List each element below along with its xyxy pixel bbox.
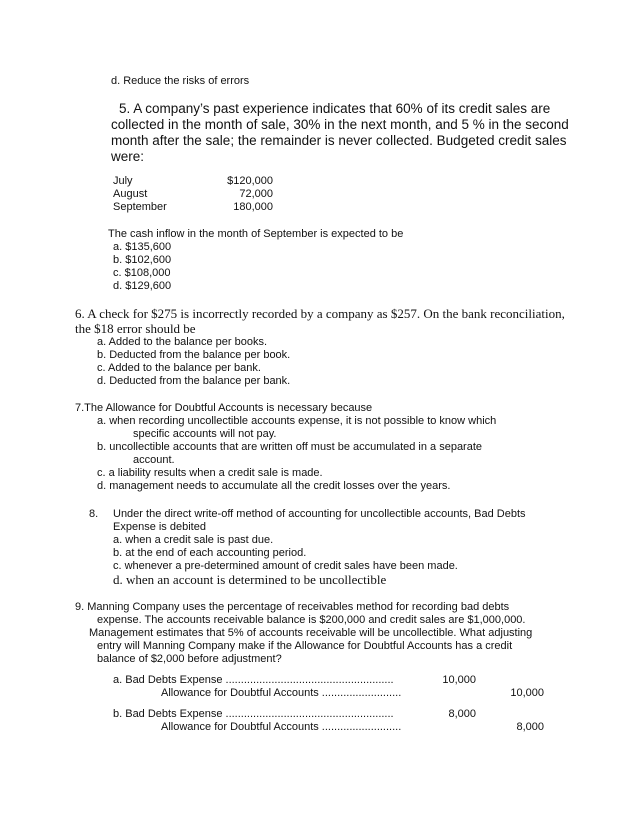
q8-option-a: a. when a credit sale is past due. (113, 534, 274, 546)
q6-stem-line-2: the $18 error should be (75, 321, 196, 336)
q7-option-a-cont: specific accounts will not pay. (133, 428, 277, 440)
q9-option-a-debit-amount: 10,000 (442, 674, 476, 686)
q7-option-d: d. management needs to accumulate all the credit losses over the years. (97, 480, 451, 492)
q5-option-c: c. $108,000 (113, 267, 171, 279)
q8-number: 8. (89, 508, 99, 520)
q9-option-b-credit-line: Allowance for Doubtful Accounts .......................... (161, 721, 402, 733)
q6-option-b: b. Deducted from the balance per book. (97, 349, 291, 361)
q9-stem-line-4: entry will Manning Company make if the Allowance for Doubtful Accounts has a credit (97, 640, 513, 652)
budget-month-august: August (113, 188, 148, 200)
q9-option-a-debit-line: a. Bad Debts Expense ....................................................... (113, 674, 394, 686)
q5-stem-line-1: 5. A company’s past experience indicates that 60% of its credit sales are (119, 101, 551, 116)
q8-option-d: d. when an account is determined to be uncollectible (113, 572, 387, 587)
q5-stem-line-2: collected in the month of sale, 30% in the next month, and 5 % in the second (111, 117, 569, 132)
budget-amount-august: 72,000 (239, 188, 273, 200)
q6-stem-line-1: 6. A check for $275 is incorrectly recorded by a company as $257. On the bank reconciliation, (75, 306, 565, 321)
q6-option-a: a. Added to the balance per books. (97, 336, 268, 348)
q7-option-a: a. when recording uncollectible accounts expense, it is not possible to know which (97, 415, 497, 427)
q4-option-d: d. Reduce the risks of errors (111, 75, 250, 87)
budget-amount-july: $120,000 (227, 175, 273, 187)
q7-option-b-cont: account. (133, 454, 175, 466)
q7-stem: 7.The Allowance for Doubtful Accounts is necessary because (75, 402, 373, 414)
q9-option-a-credit-line: Allowance for Doubtful Accounts .......................... (161, 687, 402, 699)
q9-option-b-debit-line: b. Bad Debts Expense ....................................................... (113, 708, 394, 720)
q9-option-a-credit-amount: 10,000 (510, 687, 544, 699)
q9-option-b-debit-amount: 8,000 (448, 708, 476, 720)
budget-month-july: July (113, 175, 133, 187)
q9-stem-line-3: Management estimates that 5% of accounts receivable will be uncollectible. What adjusting (89, 627, 533, 639)
q8-stem-line-1: Under the direct write-off method of accounting for uncollectible accounts, Bad Debts (113, 508, 526, 520)
q5-stem-line-4: were: (111, 149, 145, 164)
budget-amount-september: 180,000 (233, 201, 273, 213)
q5-option-d: d. $129,600 (113, 280, 172, 292)
q9-stem-line-1: 9. Manning Company uses the percentage of receivables method for recording bad debts (75, 601, 510, 613)
q7-option-b: b. uncollectible accounts that are written off must be accumulated in a separate (97, 441, 483, 453)
q5-option-a: a. $135,600 (113, 241, 172, 253)
q6-option-d: d. Deducted from the balance per bank. (97, 375, 291, 387)
q6-option-c: c. Added to the balance per bank. (97, 362, 261, 374)
q8-stem-line-2: Expense is debited (113, 521, 206, 533)
q9-stem-line-2: expense. The accounts receivable balance is $200,000 and credit sales are $1,000,000. (97, 614, 526, 626)
q8-option-c: c. whenever a pre-determined amount of credit sales have been made. (113, 560, 458, 572)
q5-question: The cash inflow in the month of September is expected to be (108, 228, 404, 240)
q9-stem-line-5: balance of $2,000 before adjustment? (97, 653, 282, 665)
q5-option-b: b. $102,600 (113, 254, 172, 266)
q8-option-b: b. at the end of each accounting period. (113, 547, 307, 559)
budget-month-september: September (113, 201, 167, 213)
q7-option-c: c. a liability results when a credit sale is made. (97, 467, 323, 479)
q9-option-b-credit-amount: 8,000 (516, 721, 544, 733)
q5-stem-line-3: month after the sale; the remainder is never collected. Budgeted credit sales (111, 133, 567, 148)
